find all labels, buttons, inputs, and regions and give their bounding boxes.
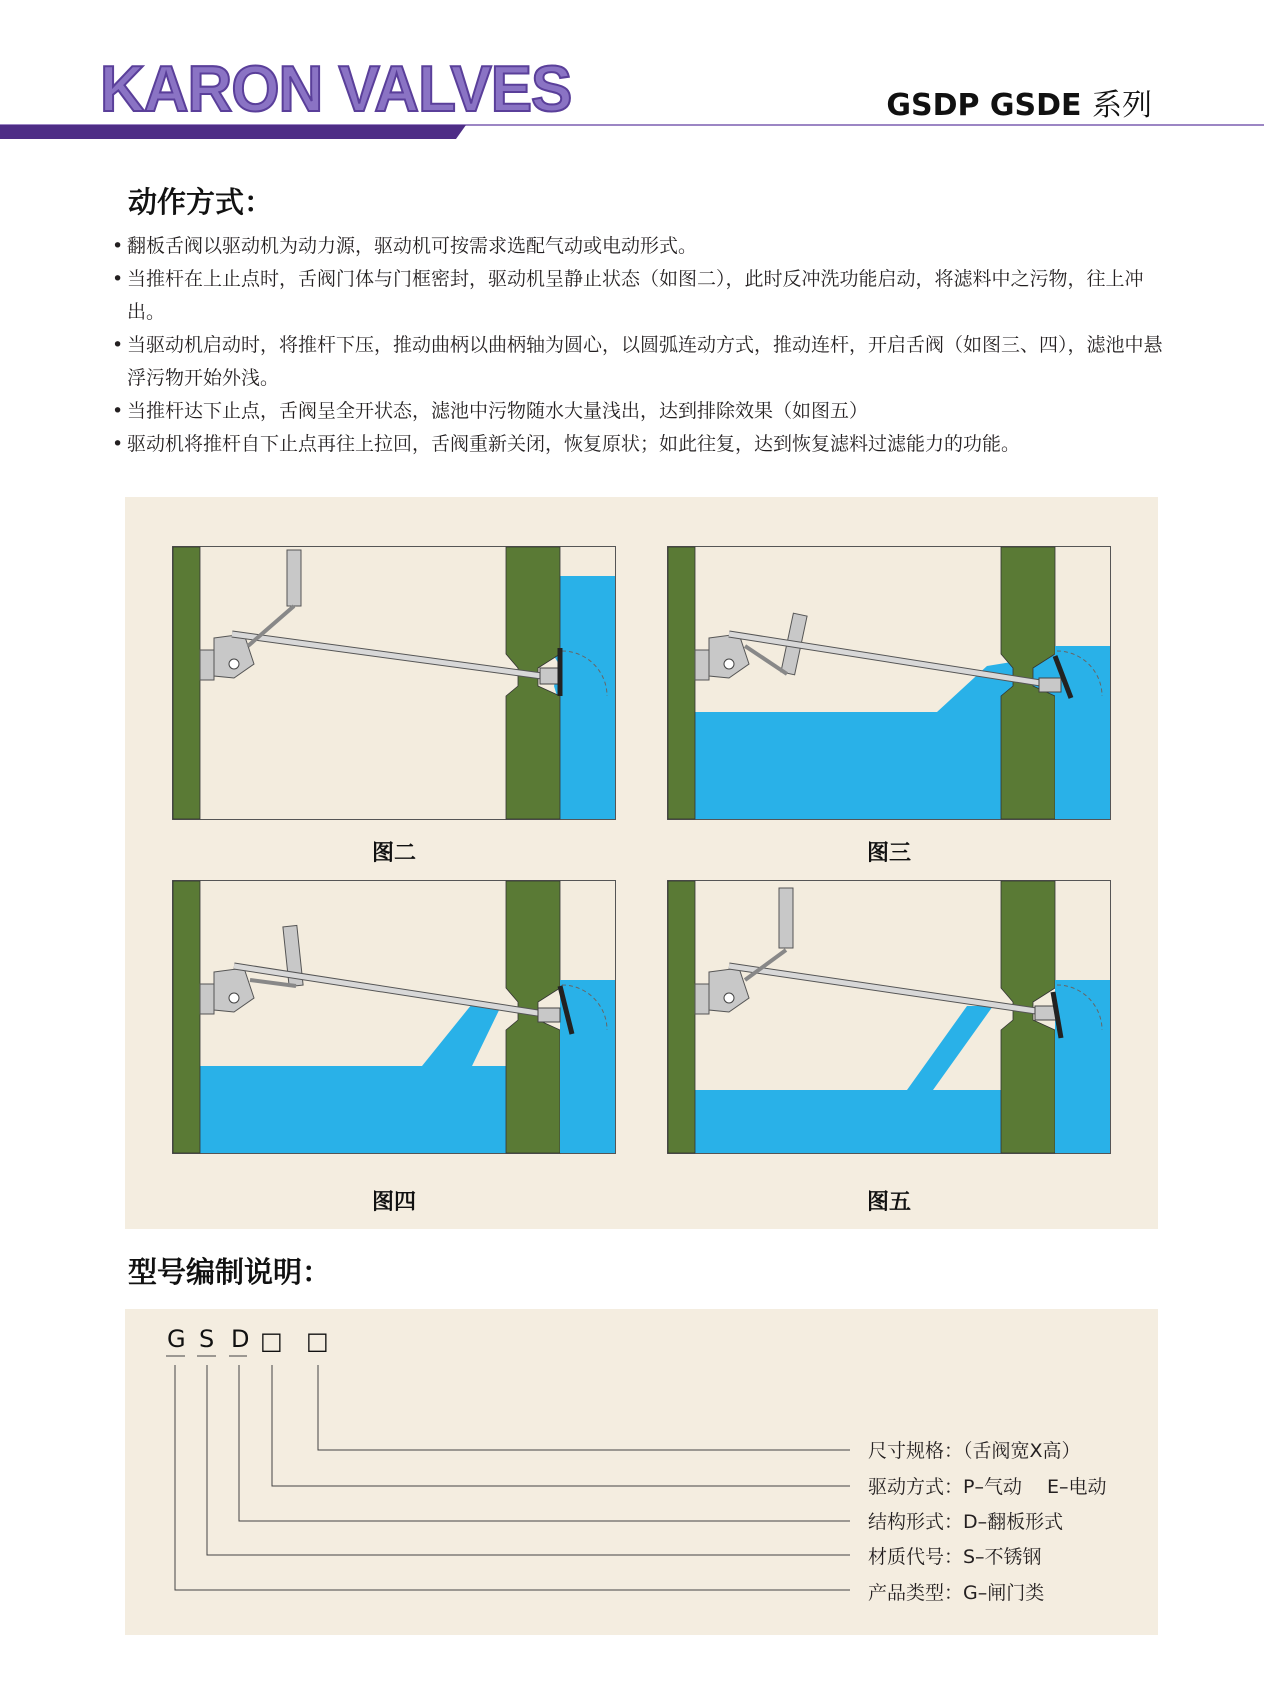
bullet-item: • 当推杆在上止点时，舌阀门体与门框密封，驱动机呈静止状态（如图二），此时反冲洗功能启动，将滤料中之污物，往上冲出。	[112, 263, 1172, 329]
bullet-item: • 翻板舌阀以驱动机为动力源，驱动机可按需求选配气动或电动形式。	[112, 230, 1172, 263]
model-section-title: 型号编制说明：	[128, 1255, 332, 1289]
legend-product-type: 产品类型：G–闸门类	[868, 1582, 1045, 1604]
code-letter-g: G	[167, 1325, 186, 1353]
legend-size: 尺寸规格：（舌阀宽X高）	[868, 1440, 1081, 1462]
code-letter-d: D	[231, 1325, 250, 1353]
figure-4-diagram	[172, 880, 616, 1154]
bullet-item: • 驱动机将推杆自下止点再往上拉回，舌阀重新关闭，恢复原状；如此往复，达到恢复滤料过滤能力的功能。	[112, 428, 1172, 461]
action-bullets	[112, 230, 1172, 461]
brand-logo: KARON VALVES	[100, 53, 572, 126]
code-letter-s: S	[199, 1325, 215, 1353]
legend-material: 材质代号：S–不锈钢	[868, 1546, 1042, 1568]
legend-drive: 驱动方式：P–气动 E–电动	[868, 1476, 1107, 1498]
figure-2-diagram	[172, 546, 616, 820]
legend-structure: 结构形式：D–翻板形式	[868, 1511, 1064, 1533]
figure-3-caption: 图三	[866, 841, 911, 866]
series-suffix: 系列	[1092, 88, 1152, 123]
code-box-drive: □	[260, 1327, 283, 1355]
code-box-size: □	[306, 1327, 329, 1355]
series-code: GSDP GSDE	[886, 88, 1082, 123]
figure-5-diagram	[667, 880, 1111, 1154]
figure-3-diagram	[667, 546, 1111, 820]
series-title	[886, 80, 1152, 124]
figures-panel	[125, 497, 1158, 1229]
bullet-item: • 当驱动机启动时，将推杆下压，推动曲柄以曲柄轴为圆心，以圆弧连动方式，推动连杆，开启舌阀（如图三、四），滤池中悬浮污物开始外浅。	[112, 329, 1172, 395]
header-bar	[0, 124, 1264, 140]
figure-2-caption: 图二	[371, 841, 416, 866]
action-section-title: 动作方式：	[128, 185, 274, 219]
bullet-item: • 当推杆达下止点，舌阀呈全开状态，滤池中污物随水大量浅出，达到排除效果（如图五）	[112, 395, 1172, 428]
figure-4-caption: 图四	[371, 1190, 416, 1215]
figure-5-caption: 图五	[866, 1190, 911, 1215]
